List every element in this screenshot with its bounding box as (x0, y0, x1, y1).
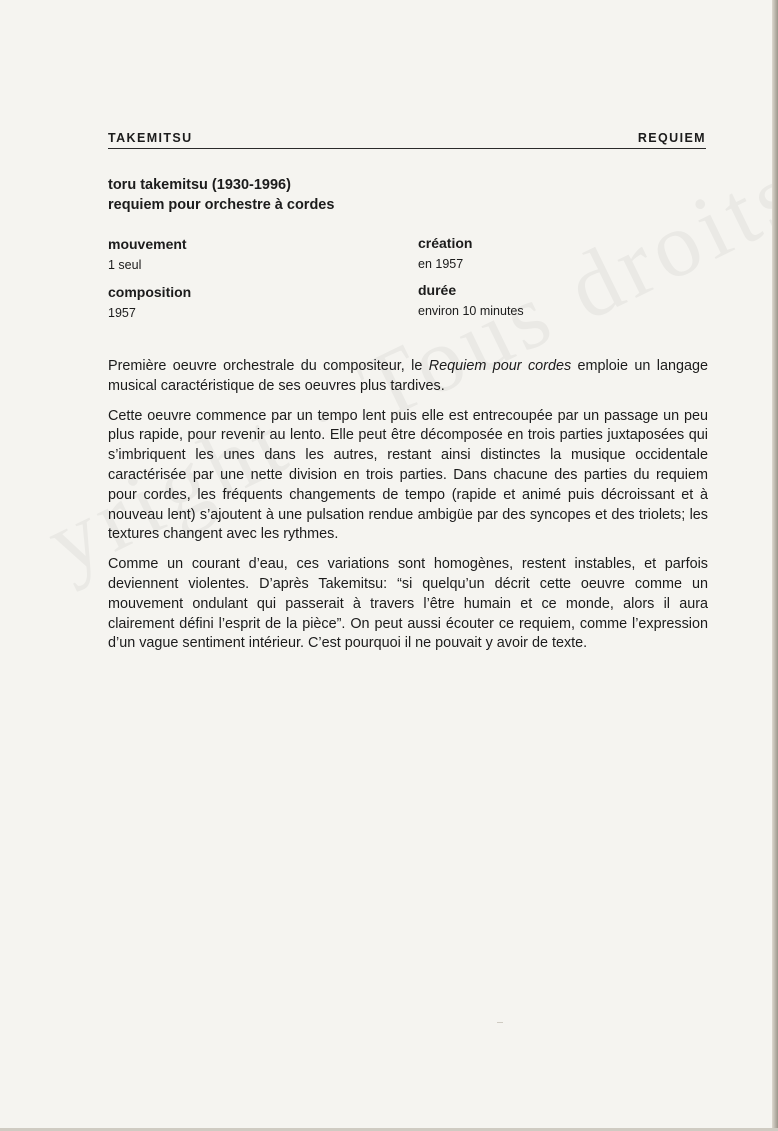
paragraph (108, 357, 708, 397)
paragraph-text: emploie un langage musical caractéristique de ses oeuvres plus tardives. (108, 358, 708, 394)
header-composer: TAKEMITSU (108, 131, 193, 145)
paragraph: Cette oeuvre commence par un tempo lent puis elle est entrecoupée par un passage un peu plus rapide, pour revenir au lento. Elle peut être décomposée en trois parties juxtaposées qui s’imbriquent les unes dans les autres, restant ainsi distinctes la musique occidentale caractérisée par une nette division en trois parties. Dans chacune des parties du requiem pour cordes, les fréquents changements de tempo (rapide et animé puis décroissant et à nouveau lent) s’ajoutent à une pulsation rendue ambigüe par des syncopes et des triolets; les textures changent avec les rythmes. (108, 407, 708, 543)
meta-value: en 1957 (418, 257, 464, 271)
meta-value: 1 seul (108, 258, 142, 272)
header-work: REQUIEM (637, 131, 706, 145)
meta-label: création (418, 235, 473, 251)
meta-label: durée (418, 282, 457, 298)
work-title: requiem pour orchestre à cordes (108, 197, 335, 213)
meta-label: mouvement (108, 236, 187, 252)
meta-value: environ 10 minutes (418, 304, 524, 318)
work-title-italic: Requiem pour cordes (428, 358, 572, 374)
page-edge-shadow (772, 0, 778, 1131)
running-header (108, 128, 706, 149)
composer-name: toru takemitsu (1930-1996) (108, 177, 291, 193)
meta-creation (418, 234, 472, 273)
paragraph: Comme un courant d’eau, ces variations sont homogènes, restent instables, et parfois deviennent violentes. D’après Takemitsu: “si quelqu’un décrit cette oeuvre comme un mouvement ondulant qui passerait à travers l’être humain et ce monde, alors il aura clairement défini l’esprit de la pièce”. On peut aussi écouter ce requiem, comme l’expression d’un vague sentiment intérieur. C’est pourquoi il ne pouvait y avoir de texte. (108, 556, 708, 652)
program-note (108, 357, 708, 664)
meta-label: composition (108, 284, 192, 300)
page-mark (497, 1022, 503, 1023)
meta-composition (108, 283, 191, 322)
work-title-block (108, 175, 334, 215)
meta-duree (418, 281, 524, 320)
paragraph-text: Première oeuvre orchestrale du compositeur, le (108, 358, 429, 374)
meta-mouvement (108, 235, 187, 274)
meta-value: 1957 (108, 306, 136, 320)
